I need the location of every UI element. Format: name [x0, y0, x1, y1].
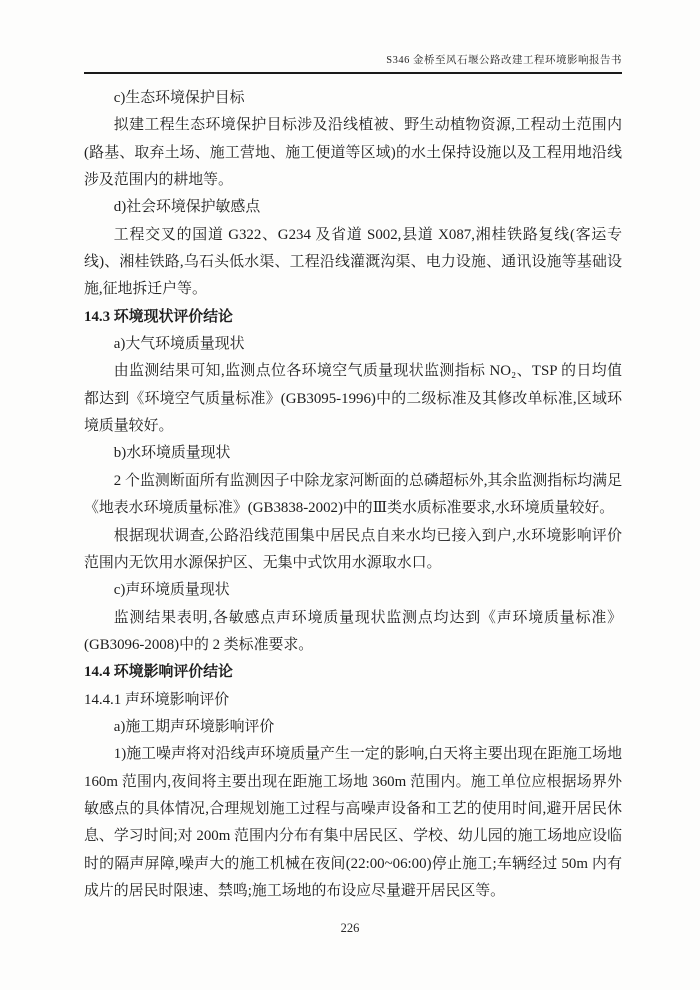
- subsection-14-4-1-heading: 14.4.1 声环境影响评价: [84, 691, 230, 708]
- section-14-3-heading: 14.3 环境现状评价结论: [84, 308, 233, 325]
- clause-c-ecological-protection-heading: c)生态环境保护目标: [113, 90, 245, 106]
- clause-b-water-quality-heading: b)水环境质量现状: [113, 445, 231, 462]
- social-protection-paragraph: 工程交叉的国道 G322、G234 及省道 S002,县道 X087,湘桂铁路复线(客运专线)、湘桂铁路,乌石头低水渠、工程沿线灌溉沟渠、电力设施、通讯设施等基础设施,征地拆迁户等。: [84, 226, 622, 298]
- clause-a-construction-noise-heading: a)施工期声环境影响评价: [113, 718, 275, 735]
- running-header-title: S346 金桥至风石堰公路改建工程环境影响报告书: [386, 55, 622, 66]
- ecological-protection-paragraph: 拟建工程生态环境保护目标涉及沿线植被、野生动植物资源,工程动土范围内(路基、取弃土场、施工营地、施工便道等区域)的水土保持设施以及工程用地沿线涉及范围内的耕地等。: [84, 117, 622, 189]
- acoustic-quality-paragraph: 监测结果表明,各敏感点声环境质量现状监测点均达到《声环境质量标准》(GB3096-2008)中的 2 类标准要求。: [84, 609, 622, 653]
- page-footer: [0, 921, 700, 936]
- clause-c-acoustic-quality-heading: c)声环境质量现状: [113, 582, 230, 599]
- water-quality-paragraph: 2 个监测断面所有监测因子中除龙家河断面的总磷超标外,其余监测指标均满足《地表水环境质量标准》(GB3838-2002)中的Ⅲ类水质标准要求,水环境质量较好。: [84, 472, 622, 517]
- clause-d-social-protection-heading: d)社会环境保护敏感点: [113, 199, 261, 216]
- water-survey-paragraph: 根据现状调查,公路沿线范围集中居民点自来水均已接入到户,水环境影响评价范围内无饮用水源保护区、无集中式饮用水源取水口。: [84, 527, 622, 571]
- air-quality-paragraph: 由监测结果可知,监测点位各环境空气质量现状监测指标 NO₂、TSP 的日均值都达到《环境空气质量标准》(GB3095-1996)中的二级标准及其修改单标准,区域环境质量较好。: [84, 363, 622, 435]
- page-number: 226: [340, 921, 360, 935]
- header-rule: [84, 72, 622, 74]
- section-14-4-heading: 14.4 环境影响评价结论: [84, 664, 233, 681]
- page-content: [84, 0, 622, 905]
- construction-noise-paragraph: 1)施工噪声将对沿线声环境质量产生一定的影响,白天将主要出现在距施工场地 160m 范围内,夜间将主要出现在距施工场地 360m 范围内。施工单位应根据场界外敏感点的具体情况,合理规划施工过程与高噪声设备和工艺的使用时间,避开居民休息、学习时间;对 200m 范围内分布有集中居民区、学校、幼儿园的施工场地应设临时的隔声屏障,噪声大的施工机械在夜间(22:00~06:00)停止施工;车辆经过 50m 内有成片的居民时限速、禁鸣;施工场地的布设应尽量避开居民区等。: [84, 746, 622, 899]
- document-body: [84, 85, 622, 905]
- clause-a-air-quality-heading: a)大气环境质量现状: [113, 336, 245, 353]
